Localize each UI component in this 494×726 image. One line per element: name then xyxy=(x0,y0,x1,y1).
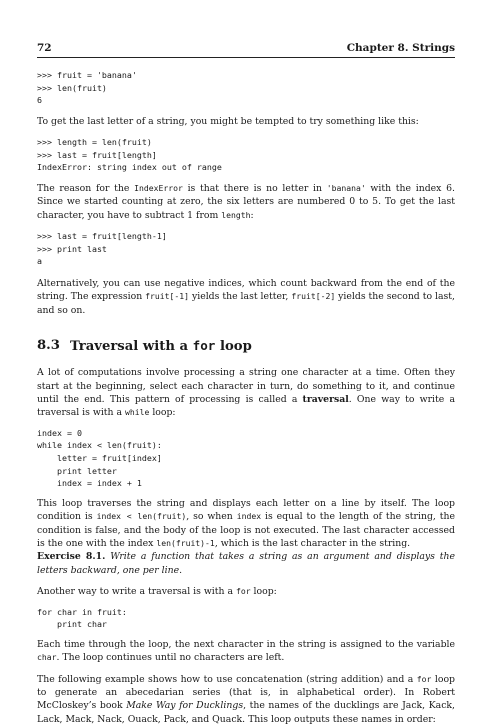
section-title: Traversal with a for loop xyxy=(69,338,252,355)
code-line: a xyxy=(37,256,42,267)
exercise: Exercise 8.1. Write a function that takes a string as an argument and displays the letters backward, one per line. xyxy=(37,551,455,576)
code-block xyxy=(37,606,455,631)
code-line: print char xyxy=(37,619,107,630)
paragraph: To get the last letter of a string, you might be tempted to try something like this: xyxy=(37,115,419,127)
code-line: >>> last = fruit[length-1] xyxy=(37,231,167,242)
code-line: >>> len(fruit) xyxy=(37,82,107,93)
code-line: for char in fruit: xyxy=(37,606,127,617)
paragraph: This loop traverses the string and displays each letter on a line by itself. The loop condition is index < len(fruit), so when index is equal to the length of the string, the condition is false, and the body of the loop is not executed. The last character accessed is the one with the index len(fruit)-1, which is the last character in the string. xyxy=(37,497,455,549)
paragraph: Alternatively, you can use negative indices, which count backward from the end of the string. The expression fruit[-1] yields the last letter, fruit[-2] yields the second to last, and so on. xyxy=(37,277,455,316)
code-line: >>> fruit = 'banana' xyxy=(37,70,137,80)
code-line: >>> print last xyxy=(37,243,107,254)
code-block xyxy=(37,230,455,268)
page-number: 72 xyxy=(37,42,52,54)
paragraph: Each time through the loop, the next character in the string is assigned to the variable char. The loop continues until no characters are left. xyxy=(37,638,455,664)
code-line: >>> length = len(fruit) xyxy=(37,137,152,148)
code-line: index = 0 xyxy=(37,427,82,438)
code-line: print letter xyxy=(37,465,117,476)
code-line: while index < len(fruit): xyxy=(37,440,162,451)
code-line: 6 xyxy=(37,95,42,106)
code-line: IndexError: string index out of range xyxy=(37,162,222,173)
code-block xyxy=(37,136,455,174)
code-line: index = index + 1 xyxy=(37,478,142,489)
running-header xyxy=(37,42,455,58)
code-block xyxy=(37,69,455,107)
section-number: 8.3 xyxy=(37,338,60,354)
code-line: >>> last = fruit[length] xyxy=(37,149,157,160)
paragraph: A lot of computations involve processing a string one character at a time. Often they start at the beginning, select each character in turn, do something to it, and continue until the end. This pattern of processing is called a traversal. One way to write a traversal is with a while loop: xyxy=(37,367,455,419)
paragraph: Another way to write a traversal is with a for loop: xyxy=(37,586,277,598)
paragraph: The following example shows how to use concatenation (string addition) and a for loop to generate an abecedarian series (that is, in alphabetical order). In Robert McCloskey’s book Make Way for Ducklings, the names of the ducklings are Jack, Kack, Lack, Mack, Nack, Ouack, Pack, and Quack. This loop outputs these names in order: xyxy=(37,673,455,725)
code-block xyxy=(37,427,455,490)
paragraph: The reason for the IndexError is that there is no letter in 'banana' with the index 6. Since we started counting at zero, the six letters are numbered 0 to 5. To get the last character, you have to subtract 1 from length: xyxy=(37,182,455,221)
chapter-title: Chapter 8. Strings xyxy=(346,42,455,54)
book-page xyxy=(37,42,455,726)
code-line: letter = fruit[index] xyxy=(37,453,162,463)
section-heading xyxy=(37,338,455,354)
